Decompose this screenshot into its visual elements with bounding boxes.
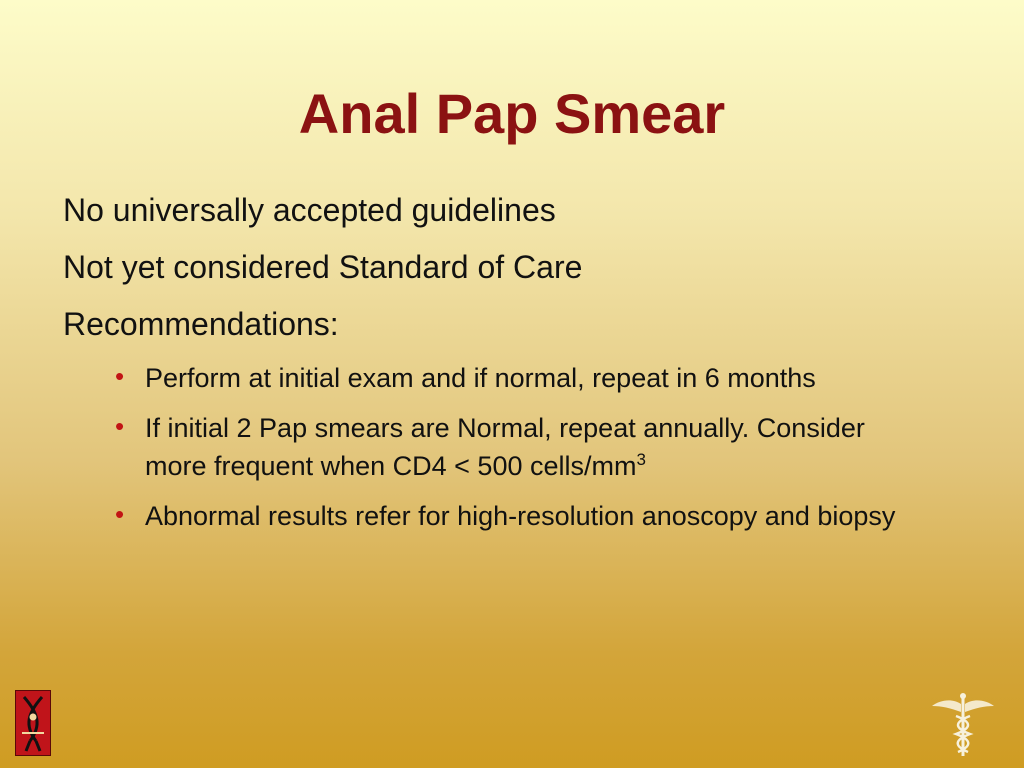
- superscript: 3: [636, 450, 646, 469]
- caduceus-icon: [928, 690, 998, 760]
- list-item-text: If initial 2 Pap smears are Normal, repeat annually. Consider more frequent when CD4 < 500 cells/mm: [145, 413, 865, 481]
- recommendations-list: [63, 359, 963, 535]
- body-line-guidelines: No universally accepted guidelines: [63, 192, 556, 228]
- list-item-text: Abnormal results refer for high-resolution anoscopy and biopsy: [145, 501, 896, 531]
- slide-title: Anal Pap Smear: [298, 82, 726, 145]
- bullet-icon: •: [115, 499, 125, 529]
- slide-body: [63, 188, 963, 547]
- dna-ribbon-logo-icon: [15, 690, 51, 756]
- list-item-text: Perform at initial exam and if normal, repeat in 6 months: [145, 363, 816, 393]
- list-item: [115, 497, 925, 535]
- bullet-icon: •: [115, 361, 125, 391]
- list-item: [115, 359, 925, 397]
- bullet-icon: •: [115, 411, 125, 441]
- list-item: [115, 409, 925, 485]
- body-line-recommendations: Recommendations:: [63, 306, 339, 342]
- body-line-standard-of-care: Not yet considered Standard of Care: [63, 249, 583, 285]
